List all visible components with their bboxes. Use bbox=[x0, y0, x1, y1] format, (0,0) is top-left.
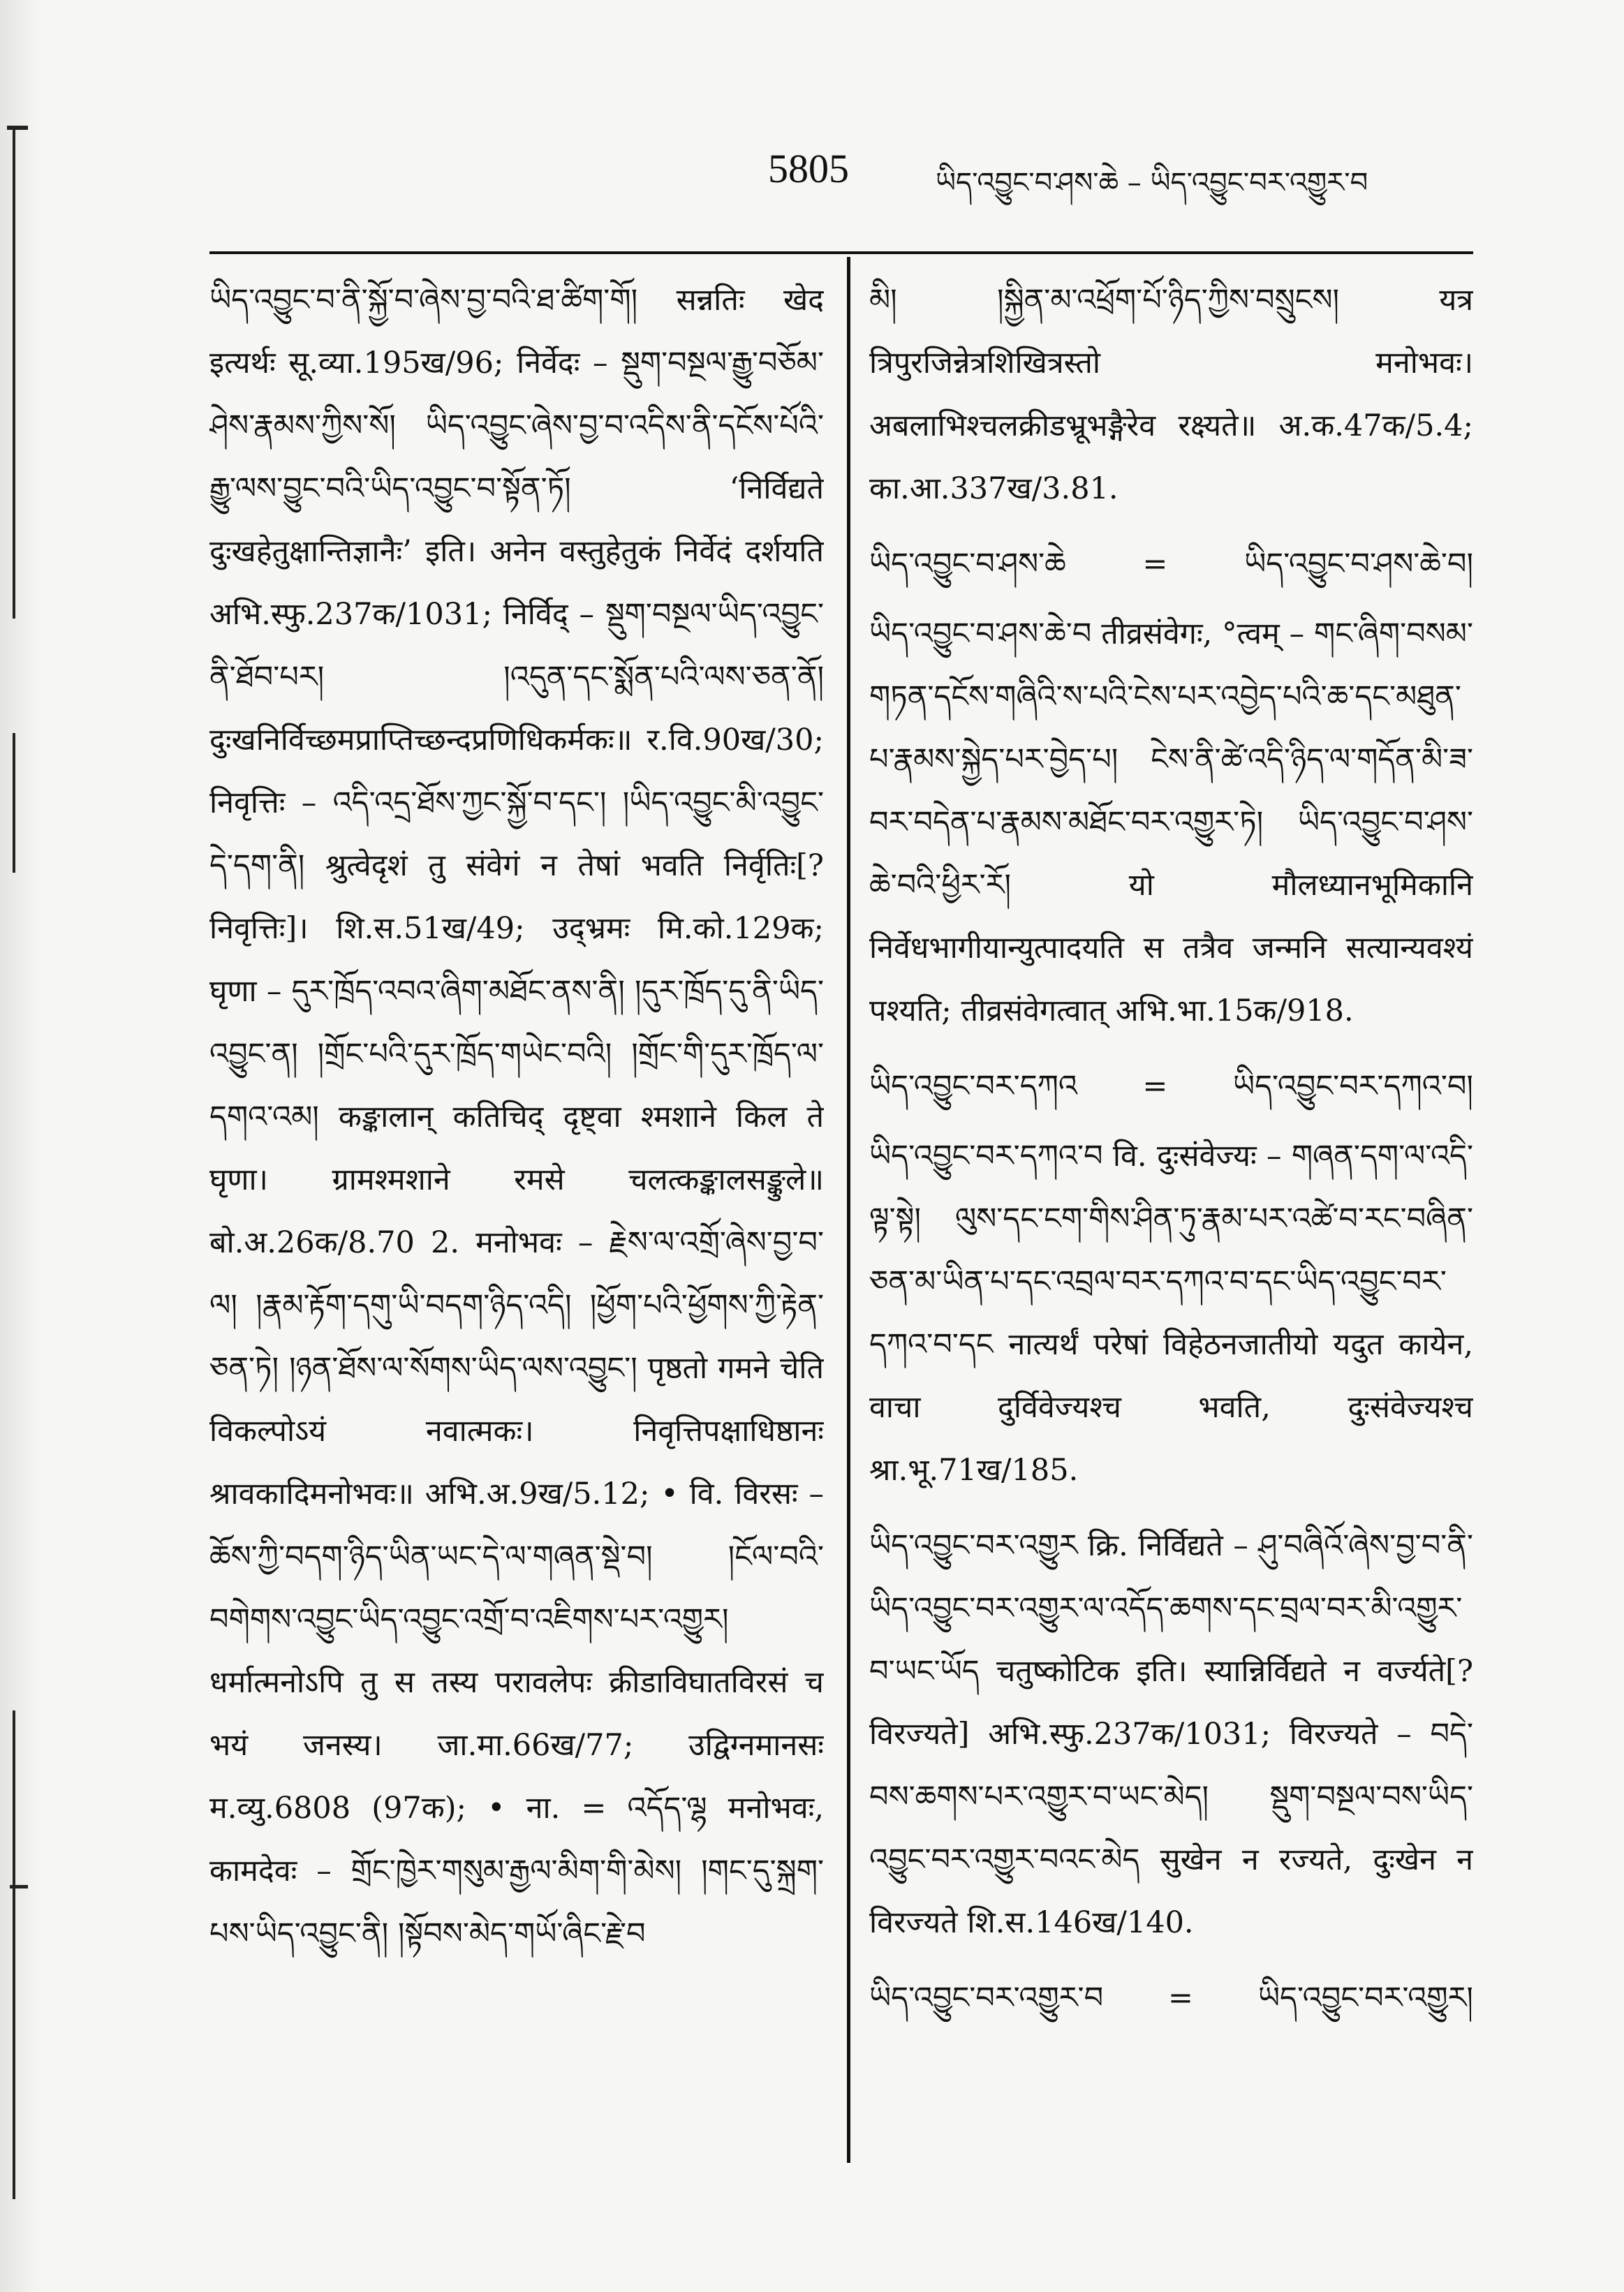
cross-reference-entry bbox=[869, 1055, 1473, 1118]
binding-mark bbox=[13, 1710, 15, 2199]
equals-sign: = bbox=[1142, 547, 1168, 582]
page-number: 5805 bbox=[768, 146, 849, 191]
headword: ཡིད་འབྱུང་བར་དཀའ bbox=[869, 1069, 1077, 1104]
cross-reference-entry bbox=[869, 1967, 1473, 2029]
reference: ཡིད་འབྱུང་བར་དཀའ་བ། bbox=[1232, 1069, 1473, 1104]
right-column bbox=[869, 269, 1473, 2168]
dictionary-entry: ཡིད་འབྱུང་བ་ཤས་ཆེ་བ तीव्रसंवेगः, °त्वम् – གང་ཞིག་བསམ་གཏན་དངོས་གཞིའི་ས་པའི་ངེས་པར་འབྱེད་པའི་ཆ་དང་མཐུན་པ་རྣམས་སྐྱེད་པར་བྱེད་པ། ངེས་ནི་ཚེ་འདི་ཉིད་ལ་གདོན་མི་ཟ་བར་བདེན་པ་རྣམས་མཐོང་བར་འགྱུར་ཏེ། ཡིད་འབྱུང་བ་ཤས་ཆེ་བའི་ཕྱིར་རོ། यो मौलध्यानभूमिकानि निर्वेधभागीयान्युत्पादयति स तत्रैव जन्मनि सत्यान्यवश्यं पश्यति; तीव्रसंवेगत्वात् अभि.भा.15क/918. bbox=[869, 616, 1473, 1028]
equals-sign: = bbox=[1142, 1069, 1168, 1104]
binding-mark bbox=[13, 733, 15, 873]
cross-reference-entry bbox=[869, 533, 1473, 596]
headword: ཡིད་འབྱུང་བ་ཤས་ཆེ bbox=[869, 547, 1066, 582]
equals-sign: = bbox=[1168, 1981, 1194, 2016]
header-rule bbox=[209, 251, 1473, 254]
column-divider bbox=[847, 257, 850, 2163]
reference: ཡིད་འབྱུང་བར་འགྱུར། bbox=[1257, 1981, 1473, 2016]
headword: ཡིད་འབྱུང་བར་འགྱུར་བ bbox=[869, 1981, 1104, 2016]
dictionary-entry: ཡིད་འབྱུང་བར་དཀའ་བ वि. दुःसंवेज्यः – གཞན་དག་ལ་འདི་ལྟ་སྟེ། ལུས་དང་ངག་གིས་ཤིན་ཏུ་རྣམ་པར་འཚེ་བ་རང་བཞིན་ཅན་མ་ཡིན་པ་དང་འབྲལ་བར་དཀའ་བ་དང་ཡིད་འབྱུང་བར་དཀའ་བ་དང नात्यर्थं परेषां विहेठनजातीयो यदुत कायेन, वाचा दुर्विवेज्यश्च भवति, दुःसंवेज्यश्च श्रा.भू.71ख/185. bbox=[869, 1139, 1473, 1488]
scan-edge bbox=[0, 0, 42, 2292]
dictionary-text: ཡིད་འབྱུང་བ་ནི་སྐྱོ་བ་ཞེས་བྱ་བའི་ཐ་ཚིག་གོ། सन्नतिः खेद इत्यर्थः सू.व्या.195ख/96; निर्वेदः – སྡུག་བསྔལ་རྒྱུ་བཅོམ་ཤེས་རྣམས་ཀྱིས་སོ། ཡིད་འབྱུང་ཞེས་བྱ་བ་འདིས་ནི་དངོས་པོའི་རྒྱུ་ལས་བྱུང་བའི་ཡིད་འབྱུང་བ་སྟོན་ཏོ། ‘निर्विद्यते दुःखहेतुक्षान्तिज्ञानैः’ इति। अनेन वस्तुहेतुकं निर्वेदं दर्शयति अभि.स्फु.237क/1031; निर्विद् – སྡུག་བསྔལ་ཡིད་འབྱུང་ནི་ཐོབ་པར། །འདུན་དང་སྨོན་པའི་ལས་ཅན་ནོ། दुःखनिर्विच्छमप्राप्तिच्छन्दप्रणिधिकर्मकः॥ र.वि.90ख/30; निवृत्तिः – འདི་འདྲ་ཐོས་ཀྱང་སྐྱོ་བ་དང་། །ཡིད་འབྱུང་མི་འབྱུང་དེ་དག་ནི། श्रुत्वेदृशं तु संवेगं न तेषां भवति निर्वृतिः[? निवृत्तिः]। शि.स.51ख/49; उद्भ्रमः मि.को.129क; घृणा – དུར་ཁྲོད་འབའ་ཞིག་མཐོང་ནས་ནི། །དུར་ཁྲོད་དུ་ནི་ཡིད་འབྱུང་ན། །གྲོང་པའི་དུར་ཁྲོད་གཡེང་བའི། །གྲོང་གི་དུར་ཁྲོད་ལ་དགའ་འམ། कङ्कालान् कतिचिद् दृष्ट्वा श्मशाने किल ते घृणा। ग्रामश्मशाने रमसे चलत्कङ्कालसङ्कुले॥ बो.अ.26क/8.70 2. मनोभवः – རྗེས་ལ་འགྲོ་ཞེས་བྱ་བ་ལ། །རྣམ་རྟོག་དགུ་ཡི་བདག་ཉིད་འདི། །ཕྱོག་པའི་ཕྱོགས་ཀྱི་རྟེན་ཅན་ཏེ། །ཉན་ཐོས་ལ་སོགས་ཡིད་ལས་འབྱུང་། पृष्ठतो गमने चेति विकल्पोऽयं नवात्मकः। निवृत्तिपक्षाधिष्ठानः श्रावकादिमनोभवः॥ अभि.अ.9ख/5.12; • वि. विरसः – ཆོས་ཀྱི་བདག་ཉིད་ཡིན་ཡང་དེ་ལ་གཞན་སྡེ་བ། །ངོལ་བའི་བགེགས་འབྱུང་ཡིད་འབྱུང་འགྲོ་བ་འཇིགས་པར་འགྱུར། धर्मात्मनोऽपि तु स तस्य परावलेपः क्रीडाविघातविरसं च भयं जनस्य। जा.मा.66ख/77; उद्विग्नमानसः म.व्यु.6808 (97क); • ना. = འདོད་ལྷ मनोभवः, कामदेवः – གྲོང་ཁྱེར་གསུམ་རྒྱལ་མིག་གི་མེས། །གང་དུ་སྐྲག་པས་ཡིད་འབྱུང་ནི། །སྟོབས་མེད་གཡོ་ཞིང་རྗེ་བ bbox=[209, 283, 824, 1951]
left-column bbox=[209, 269, 824, 2168]
dictionary-entry: ཡིད་འབྱུང་བར་འགྱུར क्रि. निर्विद्यते – ཤུ་བཞིའོ་ཞེས་བྱ་བ་ནི་ཡིད་འབྱུང་བར་འགྱུར་ལ་འདོད་ཆགས་དང་བྲལ་བར་མི་འགྱུར་བ་ཡང་ཡོད चतुष्कोटिक इति। स्यान्निर्विद्यते न वर्ज्यते[? विरज्यते] अभि.स्फु.237क/1031; विरज्यते – བདེ་བས་ཆགས་པར་འགྱུར་བ་ཡང་མེད། སྡུག་བསྔལ་བས་ཡིད་འབྱུང་བར་འགྱུར་བའང་མེད सुखेन न रज्यते, दुःखेन न विरज्यते शि.स.146ख/140. bbox=[869, 1528, 1473, 1940]
running-head: ཡིད་འབྱུང་བ་ཤས་ཆེ – ཡིད་འབྱུང་བར་འགྱུར་བ bbox=[936, 167, 1368, 199]
binding-mark bbox=[7, 126, 28, 130]
binding-mark bbox=[10, 1885, 28, 1888]
dictionary-text: མི། །སྐྱིན་མ་འཕྲོག་པོ་ཉིད་ཀྱིས་བསྲུངས། यत्र त्रिपुरजिन्नेत्रशिखित्रस्तो मनोभवः। अबलाभिश्चलक्रीडभ्रूभङ्गैरेव रक्ष्यते॥ अ.क.47क/5.4; का.आ.337ख/3.81. bbox=[869, 283, 1473, 506]
page-header bbox=[0, 140, 1624, 209]
reference: ཡིད་འབྱུང་བ་ཤས་ཆེ་བ། bbox=[1244, 547, 1473, 582]
